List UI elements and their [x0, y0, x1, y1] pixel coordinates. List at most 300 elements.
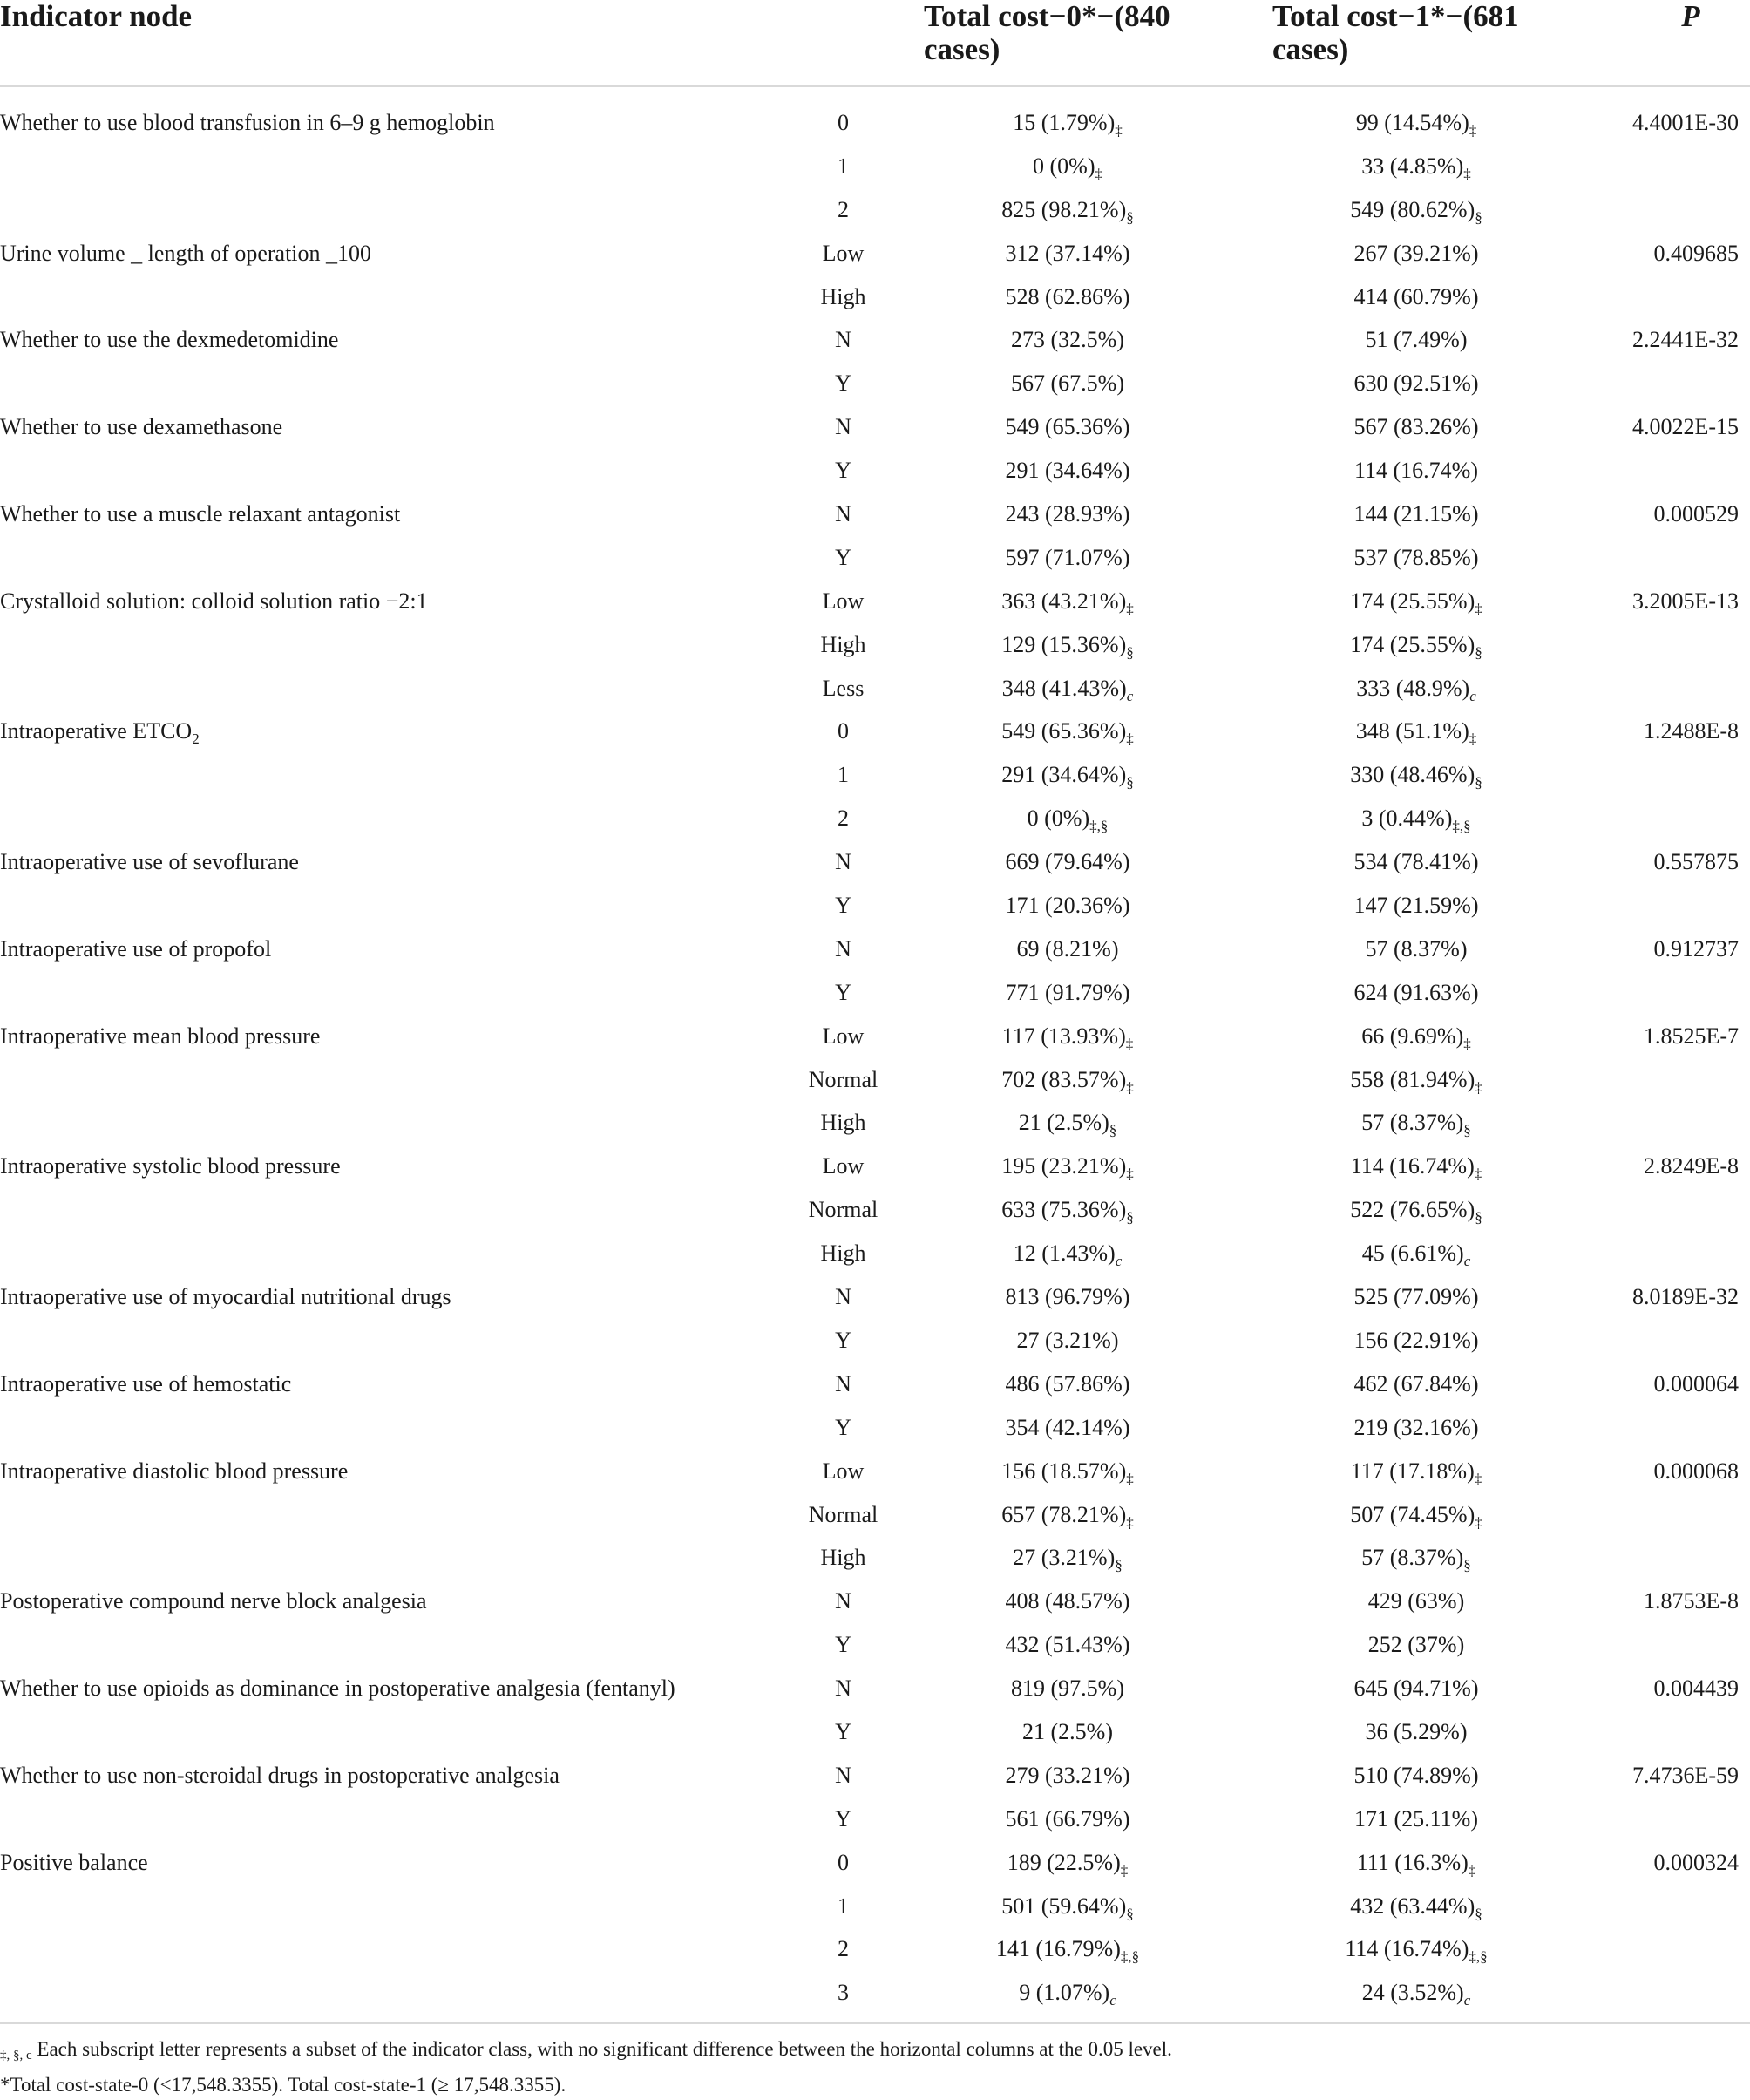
level-cell: Y — [835, 1718, 851, 1744]
indicator-cell — [0, 1760, 560, 1791]
total-cost-1-cell — [1272, 1891, 1560, 1930]
p-value-cell: 0.000324 — [1653, 1849, 1739, 1875]
total-cost-0-value: 9 (1.07%) — [1019, 1980, 1110, 2006]
level-cell: High — [820, 283, 866, 309]
indicator-cell — [0, 1456, 348, 1487]
subset-marker: ‡ — [1463, 165, 1471, 182]
total-cost-1-cell — [1272, 1804, 1560, 1835]
subset-marker: ‡ — [1469, 122, 1477, 139]
total-cost-1-cell — [1272, 1499, 1560, 1539]
total-cost-0-value: 819 (97.5%) — [1011, 1675, 1124, 1702]
indicator-text: Intraoperative diastolic blood pressure — [0, 1458, 349, 1484]
indicator-cell — [0, 716, 200, 755]
subset-marker: § — [1463, 1557, 1471, 1574]
level-cell: Low — [822, 1458, 865, 1484]
total-cost-0-value: 195 (23.21%) — [1001, 1153, 1127, 1179]
indicator-cell — [0, 1847, 148, 1879]
table-row — [0, 1716, 1750, 1760]
total-cost-1-value: 267 (39.21%) — [1353, 240, 1479, 266]
total-cost-1-cell — [1272, 1412, 1560, 1444]
table-header — [0, 0, 1750, 87]
total-cost-0-cell — [924, 1325, 1211, 1356]
total-cost-1-value: 171 (25.11%) — [1353, 1805, 1478, 1832]
indicator-text: Urine volume _ length of operation _100 — [0, 240, 372, 266]
total-cost-1-value: 330 (48.46%) — [1350, 762, 1475, 788]
total-cost-0-cell — [924, 977, 1211, 1009]
total-cost-0-value: 156 (18.57%) — [1001, 1458, 1127, 1484]
table-row — [0, 846, 1750, 890]
total-cost-1-cell — [1272, 238, 1560, 269]
total-cost-1-cell — [1272, 1456, 1560, 1495]
indicator-subscript: 2 — [192, 731, 200, 748]
p-value-cell: 0.000529 — [1653, 501, 1739, 527]
total-cost-1-value: 99 (14.54%) — [1355, 110, 1469, 135]
total-cost-0-value: 657 (78.21%) — [1001, 1501, 1127, 1527]
indicator-text: Whether to use dexamethasone — [0, 414, 283, 440]
subset-marker: ‡ — [1474, 1166, 1482, 1183]
indicator-text: Intraoperative use of sevoflurane — [0, 849, 299, 875]
total-cost-1-cell — [1272, 803, 1560, 842]
indicator-text: Whether to use blood transfusion in 6–9 g hemoglobin — [0, 110, 495, 135]
table-footnotes — [0, 2022, 1750, 2100]
total-cost-0-cell — [924, 1281, 1211, 1313]
total-cost-0-cell — [924, 411, 1211, 443]
total-cost-0-value: 21 (2.5%) — [1022, 1718, 1113, 1744]
total-cost-0-cell — [924, 803, 1211, 842]
subset-marker: ‡ — [1126, 1078, 1134, 1096]
level-cell: 0 — [838, 1849, 849, 1875]
p-value-cell: 0.004439 — [1653, 1675, 1739, 1702]
total-cost-0-cell — [924, 1977, 1211, 2016]
total-cost-1-value: 558 (81.94%) — [1350, 1066, 1475, 1092]
indicator-cell — [0, 1369, 291, 1400]
table-row — [0, 1325, 1750, 1369]
total-cost-1-value: 252 (37%) — [1367, 1632, 1465, 1658]
total-cost-0-cell — [924, 1542, 1211, 1581]
subset-marker: ‡ — [1469, 731, 1477, 748]
table-row — [0, 411, 1750, 455]
table-row — [0, 1238, 1750, 1281]
total-cost-0-cell — [924, 1238, 1211, 1277]
total-cost-0-value: 813 (96.79%) — [1005, 1284, 1130, 1310]
level-cell: Y — [835, 458, 851, 484]
total-cost-0-value: 243 (28.93%) — [1005, 501, 1130, 527]
total-cost-1-value: 156 (22.91%) — [1353, 1327, 1479, 1353]
total-cost-1-value: 57 (8.37%) — [1361, 1545, 1464, 1571]
total-cost-1-cell — [1272, 890, 1560, 921]
level-cell: Normal — [808, 1066, 878, 1092]
table-row — [0, 1891, 1750, 1934]
total-cost-1-cell — [1272, 1673, 1560, 1704]
total-cost-1-value: 174 (25.55%) — [1350, 631, 1475, 657]
total-cost-0-value: 408 (48.57%) — [1005, 1588, 1130, 1614]
table-row — [0, 673, 1750, 717]
table-row — [0, 1194, 1750, 1238]
subset-marker: § — [1126, 1209, 1134, 1227]
indicator-text: Intraoperative use of propofol — [0, 935, 272, 962]
total-cost-1-cell — [1272, 107, 1560, 146]
p-value-cell: 4.4001E-30 — [1631, 110, 1739, 135]
subset-marker: c — [1126, 687, 1134, 704]
total-cost-0-cell — [924, 1151, 1211, 1190]
indicator-text: Intraoperative use of hemostatic — [0, 1370, 292, 1397]
total-cost-0-value: 528 (62.86%) — [1005, 283, 1130, 309]
total-cost-1-value: 549 (80.62%) — [1350, 196, 1475, 222]
level-cell: 0 — [838, 110, 849, 135]
total-cost-0-cell — [924, 1369, 1211, 1400]
table-row — [0, 368, 1750, 411]
total-cost-0-cell — [924, 846, 1211, 878]
total-cost-0-cell — [924, 368, 1211, 399]
table-row — [0, 1369, 1750, 1412]
table-row — [0, 1151, 1750, 1194]
table-row — [0, 1499, 1750, 1543]
total-cost-1-value: 534 (78.41%) — [1353, 849, 1479, 875]
table-row — [0, 1629, 1750, 1673]
total-cost-1-cell — [1272, 716, 1560, 755]
p-value-cell: 7.4736E-59 — [1631, 1762, 1739, 1788]
total-cost-0-cell — [924, 1891, 1211, 1930]
total-cost-0-value: 312 (37.14%) — [1005, 240, 1130, 266]
total-cost-1-value: 429 (63%) — [1367, 1588, 1465, 1614]
total-cost-1-value: 510 (74.89%) — [1353, 1762, 1479, 1788]
total-cost-0-cell — [924, 1629, 1211, 1661]
total-cost-0-value: 702 (83.57%) — [1001, 1066, 1127, 1092]
total-cost-0-cell — [924, 759, 1211, 799]
level-cell: 1 — [838, 762, 849, 788]
total-cost-1-cell — [1272, 194, 1560, 234]
total-cost-1-value: 144 (21.15%) — [1353, 501, 1479, 527]
table-row — [0, 1456, 1750, 1499]
total-cost-0-value: 129 (15.36%) — [1001, 631, 1127, 657]
p-value-cell: 2.8249E-8 — [1643, 1153, 1739, 1179]
total-cost-0-cell — [924, 1194, 1211, 1233]
total-cost-1-cell — [1272, 1064, 1560, 1104]
total-cost-0-cell — [924, 934, 1211, 965]
total-cost-0-cell — [924, 1412, 1211, 1444]
level-cell: N — [835, 501, 851, 527]
indicator-text: Whether to use the dexmedetomidine — [0, 327, 339, 353]
total-cost-0-value: 12 (1.43%) — [1013, 1240, 1116, 1267]
total-cost-1-value: 174 (25.55%) — [1350, 588, 1475, 614]
total-cost-0-value: 501 (59.64%) — [1001, 1893, 1127, 1919]
subset-marker: c — [1469, 687, 1476, 704]
table-row — [0, 1586, 1750, 1629]
total-cost-1-cell — [1272, 586, 1560, 625]
footnote-subscripts — [0, 2035, 1750, 2070]
total-cost-0-cell — [924, 716, 1211, 755]
table-body — [0, 107, 1750, 2021]
p-value-cell: 0.912737 — [1653, 935, 1739, 962]
subset-marker: § — [1475, 208, 1482, 226]
level-cell: N — [835, 1284, 851, 1310]
p-value-cell: 3.2005E-13 — [1631, 588, 1739, 614]
p-value-cell: 0.000068 — [1653, 1458, 1739, 1484]
subset-marker: c — [1109, 1992, 1116, 2009]
subset-marker: § — [1475, 643, 1482, 661]
subset-marker: ‡ — [1095, 165, 1102, 182]
table-row — [0, 151, 1750, 194]
table-row — [0, 1412, 1750, 1456]
total-cost-0-cell — [924, 1716, 1211, 1748]
total-cost-1-value: 348 (51.1%) — [1355, 718, 1469, 744]
subset-marker: ‡,§ — [1452, 818, 1471, 835]
total-cost-0-value: 291 (34.64%) — [1001, 762, 1127, 788]
subset-marker: ‡ — [1125, 1035, 1134, 1052]
indicator-text: Crystalloid solution: colloid solution ratio −2:1 — [0, 588, 428, 614]
header-indicator: Indicator node — [0, 0, 193, 33]
table-row — [0, 586, 1750, 629]
footnote-subscript-text: Each subscript letter represents a subset of the indicator class, with no significant difference between the horizontal columns at the 0.05 level. — [31, 2038, 1172, 2060]
subset-marker: c — [1463, 1253, 1471, 1270]
table-row — [0, 324, 1750, 368]
indicator-cell — [0, 586, 428, 617]
total-cost-1-cell — [1272, 368, 1560, 399]
subset-marker: ‡ — [1126, 731, 1134, 748]
total-cost-1-value: 147 (21.59%) — [1353, 893, 1479, 919]
total-cost-0-value: 348 (41.43%) — [1001, 675, 1127, 701]
total-cost-0-value: 561 (66.79%) — [1005, 1805, 1130, 1832]
total-cost-1-cell — [1272, 977, 1560, 1009]
total-cost-1-value: 432 (63.44%) — [1350, 1893, 1475, 1919]
subset-marker: § — [1109, 1122, 1117, 1139]
total-cost-0-cell — [924, 238, 1211, 269]
total-cost-0-cell — [924, 1456, 1211, 1495]
table-row — [0, 1933, 1750, 1977]
p-value-cell: 1.8753E-8 — [1643, 1588, 1739, 1614]
header-total-cost-1: Total cost−1*−(681 cases) — [1272, 0, 1519, 66]
level-cell: Y — [835, 1414, 851, 1440]
total-cost-1-cell — [1272, 1107, 1560, 1146]
total-cost-1-cell — [1272, 934, 1560, 965]
total-cost-1-cell — [1272, 1977, 1560, 2016]
total-cost-1-value: 525 (77.09%) — [1353, 1284, 1479, 1310]
subset-marker: c — [1115, 1253, 1123, 1270]
total-cost-1-cell — [1272, 629, 1560, 669]
total-cost-0-value: 27 (3.21%) — [1016, 1327, 1119, 1353]
total-cost-0-value: 549 (65.36%) — [1001, 718, 1127, 744]
indicator-text: Whether to use opioids as dominance in postoperative analgesia (fentanyl) — [0, 1675, 675, 1702]
total-cost-1-cell — [1272, 1542, 1560, 1581]
total-cost-0-value: 633 (75.36%) — [1001, 1197, 1127, 1223]
table-row — [0, 1847, 1750, 1891]
indicator-cell — [0, 1021, 320, 1052]
subset-marker: ‡ — [1120, 1861, 1129, 1879]
table-row — [0, 977, 1750, 1021]
total-cost-0-value: 0 (0%) — [1033, 153, 1095, 179]
level-cell: 2 — [838, 1936, 849, 1962]
total-cost-1-value: 66 (9.69%) — [1361, 1023, 1464, 1049]
level-cell: Y — [835, 893, 851, 919]
indicator-cell — [0, 1281, 451, 1313]
total-cost-0-cell — [924, 1847, 1211, 1886]
level-cell: Normal — [808, 1501, 878, 1527]
subset-marker: § — [1115, 1557, 1123, 1574]
table-row — [0, 499, 1750, 542]
total-cost-1-value: 219 (32.16%) — [1353, 1414, 1479, 1440]
table-row — [0, 803, 1750, 846]
total-cost-1-cell — [1272, 1369, 1560, 1400]
subset-marker: § — [1126, 643, 1134, 661]
subset-marker: c — [1463, 1992, 1471, 2009]
total-cost-1-cell — [1272, 1716, 1560, 1748]
total-cost-1-cell — [1272, 455, 1560, 486]
p-value-cell: 1.8525E-7 — [1643, 1023, 1739, 1049]
subset-marker: ‡ — [1126, 1470, 1134, 1487]
total-cost-1-cell — [1272, 499, 1560, 530]
table-row — [0, 1542, 1750, 1586]
indicator-text: Whether to use non-steroidal drugs in postoperative analgesia — [0, 1762, 560, 1788]
total-cost-1-cell — [1272, 1933, 1560, 1973]
table-row — [0, 238, 1750, 282]
total-cost-1-value: 507 (74.45%) — [1350, 1501, 1475, 1527]
total-cost-1-value: 333 (48.9%) — [1356, 675, 1470, 701]
level-cell: Y — [835, 1632, 851, 1658]
total-cost-0-value: 363 (43.21%) — [1001, 588, 1127, 614]
total-cost-0-value: 432 (51.43%) — [1005, 1632, 1130, 1658]
p-value-cell: 0.557875 — [1653, 849, 1739, 875]
level-cell: 0 — [838, 718, 849, 744]
total-cost-1-cell — [1272, 759, 1560, 799]
indicator-text: Postoperative compound nerve block analgesia — [0, 1588, 427, 1614]
table-row — [0, 1281, 1750, 1325]
level-cell: Less — [822, 675, 865, 701]
total-cost-1-value: 3 (0.44%) — [1361, 805, 1453, 832]
table-row — [0, 1804, 1750, 1847]
level-cell: N — [835, 1588, 851, 1614]
total-cost-1-value: 33 (4.85%) — [1361, 153, 1464, 179]
table-row — [0, 1760, 1750, 1804]
total-cost-1-cell — [1272, 1847, 1560, 1886]
table-row — [0, 1977, 1750, 2021]
total-cost-1-cell — [1272, 1151, 1560, 1190]
total-cost-0-value: 567 (67.5%) — [1011, 370, 1124, 397]
total-cost-0-value: 117 (13.93%) — [1001, 1023, 1126, 1049]
indicator-text: Whether to use a muscle relaxant antagonist — [0, 501, 401, 527]
level-cell: 1 — [838, 1893, 849, 1919]
table-row — [0, 629, 1750, 673]
total-cost-1-cell — [1272, 1760, 1560, 1791]
total-cost-1-value: 45 (6.61%) — [1361, 1240, 1464, 1267]
subset-marker: ‡ — [1126, 1513, 1134, 1531]
subset-marker: ‡ — [1475, 1513, 1482, 1531]
indicator-cell — [0, 324, 338, 356]
table-row — [0, 890, 1750, 934]
header-total-cost-0: Total cost−0*−(840 cases) — [924, 0, 1170, 66]
indicator-cell — [0, 934, 271, 965]
level-cell: High — [820, 1110, 866, 1136]
total-cost-1-value: 114 (16.74%) — [1350, 1153, 1475, 1179]
table-row — [0, 1064, 1750, 1108]
total-cost-0-cell — [924, 194, 1211, 234]
subset-marker: ‡ — [1474, 1470, 1482, 1487]
total-cost-0-cell — [924, 107, 1211, 146]
level-cell: N — [835, 414, 851, 440]
level-cell: 3 — [838, 1980, 849, 2006]
total-cost-0-cell — [924, 499, 1211, 530]
indicator-cell — [0, 1151, 341, 1182]
level-cell: High — [820, 631, 866, 657]
total-cost-0-cell — [924, 151, 1211, 190]
total-cost-1-cell — [1272, 1586, 1560, 1617]
subset-marker: ‡ — [1468, 1861, 1476, 1879]
subset-marker: § — [1475, 1209, 1482, 1227]
level-cell: High — [820, 1545, 866, 1571]
indicator-cell — [0, 1586, 427, 1617]
level-cell: Normal — [808, 1197, 878, 1223]
table-row — [0, 542, 1750, 586]
total-cost-0-cell — [924, 586, 1211, 625]
indicator-text: Intraoperative ETCO — [0, 718, 193, 744]
level-cell: Y — [835, 370, 851, 397]
level-cell: Y — [835, 1327, 851, 1353]
p-value-cell: 0.000064 — [1653, 1370, 1739, 1397]
total-cost-0-value: 669 (79.64%) — [1005, 849, 1130, 875]
table-row — [0, 1107, 1750, 1151]
level-cell: N — [835, 327, 851, 353]
total-cost-0-cell — [924, 1933, 1211, 1973]
total-cost-0-value: 0 (0%) — [1027, 805, 1090, 832]
total-cost-0-cell — [924, 1021, 1211, 1060]
total-cost-0-value: 825 (98.21%) — [1001, 196, 1127, 222]
total-cost-0-cell — [924, 282, 1211, 313]
level-cell: Y — [835, 1805, 851, 1832]
subset-marker: ‡,§ — [1469, 1948, 1488, 1966]
total-cost-1-cell — [1272, 411, 1560, 443]
total-cost-0-cell — [924, 1804, 1211, 1835]
p-value-cell: 8.0189E-32 — [1631, 1284, 1739, 1310]
total-cost-1-cell — [1272, 1238, 1560, 1277]
indicator-cell — [0, 238, 371, 269]
total-cost-1-value: 114 (16.74%) — [1345, 1936, 1469, 1962]
subset-marker: § — [1126, 1905, 1134, 1922]
subset-marker: § — [1126, 208, 1134, 226]
total-cost-0-cell — [924, 1499, 1211, 1539]
total-cost-0-value: 141 (16.79%) — [995, 1936, 1121, 1962]
subset-marker: ‡ — [1126, 600, 1134, 617]
total-cost-0-cell — [924, 1586, 1211, 1617]
level-cell: 1 — [838, 153, 849, 179]
level-cell: Low — [822, 240, 865, 266]
subset-marker: § — [1463, 1122, 1471, 1139]
total-cost-0-value: 354 (42.14%) — [1005, 1414, 1130, 1440]
subset-marker: ‡,§ — [1089, 818, 1109, 835]
total-cost-1-value: 522 (76.65%) — [1350, 1197, 1475, 1223]
total-cost-0-value: 15 (1.79%) — [1013, 110, 1116, 135]
total-cost-1-value: 624 (91.63%) — [1353, 979, 1479, 1005]
level-cell: 2 — [838, 805, 849, 832]
total-cost-1-cell — [1272, 673, 1560, 712]
total-cost-0-value: 597 (71.07%) — [1005, 544, 1130, 570]
total-cost-1-value: 57 (8.37%) — [1365, 935, 1468, 962]
total-cost-0-value: 549 (65.36%) — [1005, 414, 1130, 440]
subset-marker: ‡ — [1115, 122, 1123, 139]
indicator-cell — [0, 107, 495, 139]
total-cost-0-cell — [924, 629, 1211, 669]
total-cost-1-value: 414 (60.79%) — [1353, 283, 1479, 309]
indicator-cell — [0, 499, 400, 530]
total-cost-1-value: 114 (16.74%) — [1353, 458, 1478, 484]
total-cost-0-value: 291 (34.64%) — [1005, 458, 1130, 484]
total-cost-0-value: 171 (20.36%) — [1005, 893, 1130, 919]
total-cost-0-cell — [924, 673, 1211, 712]
indicator-text: Intraoperative systolic blood pressure — [0, 1153, 341, 1179]
total-cost-0-value: 21 (2.5%) — [1018, 1110, 1109, 1136]
level-cell: High — [820, 1240, 866, 1267]
table-row — [0, 716, 1750, 759]
level-cell: N — [835, 849, 851, 875]
total-cost-1-cell — [1272, 1629, 1560, 1661]
